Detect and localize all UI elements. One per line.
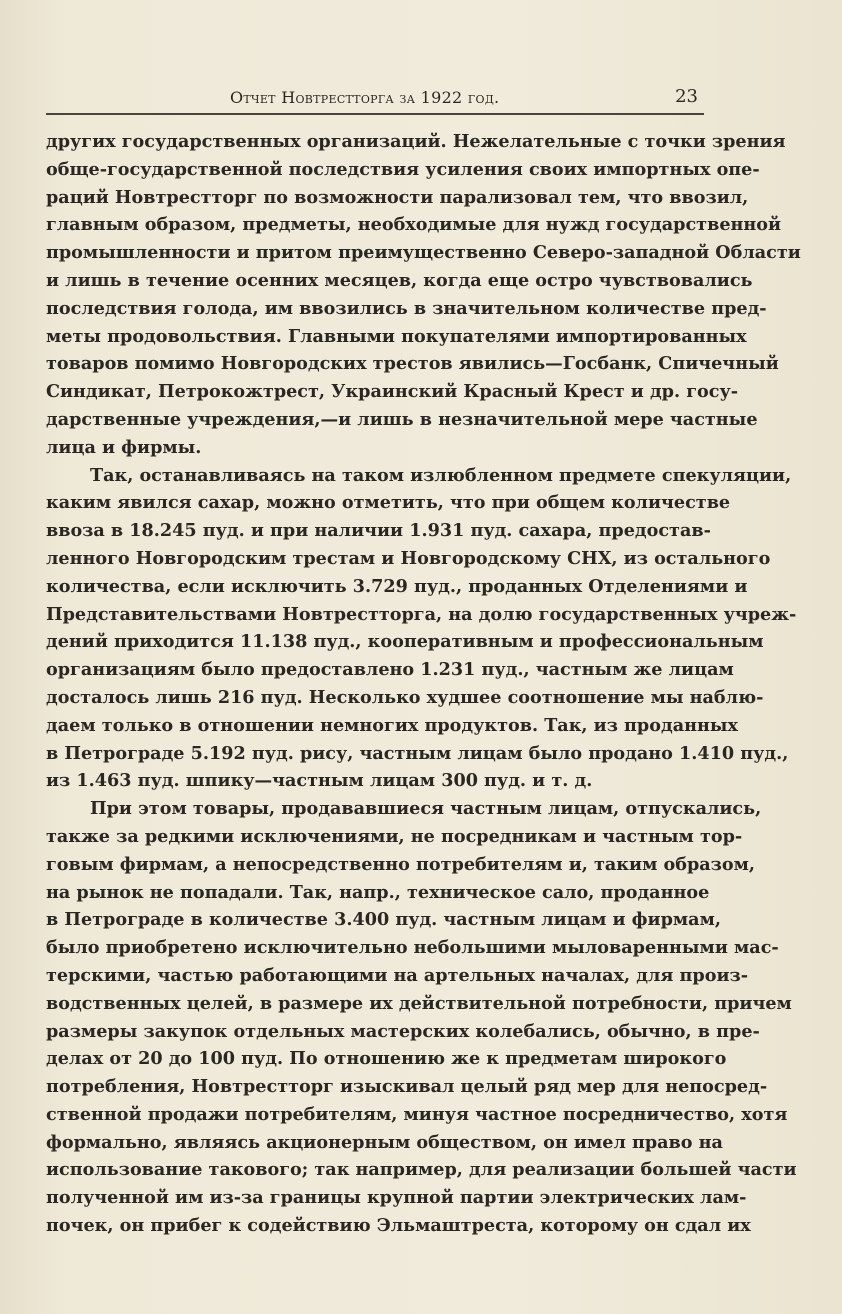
text-line: меты продовольствия. Главными покупателями импортированных xyxy=(46,325,747,347)
body-text xyxy=(46,128,801,1240)
text-line: в Петрограде 5.192 пуд. рису, частным лицам было продано 1.410 пуд., xyxy=(46,742,789,764)
text-line: потребления, Новтрестторг изыскивал целый ряд мер для непосред- xyxy=(46,1076,768,1098)
text-line: ственной продажи потребителям, минуя частное посредничество, хотя xyxy=(46,1103,788,1125)
text-line: главным образом, предметы, необходимые для нужд государственной xyxy=(46,214,782,236)
text-line: терскими, частью работающими на артельных началах, для произ- xyxy=(46,964,749,986)
text-line: каким явился сахар, можно отметить, что при общем количестве xyxy=(46,492,731,514)
text-line: последствия голода, им ввозились в значительном количестве пред- xyxy=(46,297,767,319)
text-line: было приобретено исключительно небольшими мыловаренными мас- xyxy=(46,937,779,959)
running-title: Отчет Новтрестторга за 1922 год. xyxy=(230,88,500,107)
text-line: формально, являясь акционерным обществом, он имел право на xyxy=(46,1131,723,1153)
text-line: из 1.463 пуд. шпику—частным лицам 300 пуд. и т. д. xyxy=(46,770,593,792)
text-line: на рынок не попадали. Так, напр., техническое сало, проданное xyxy=(46,881,710,903)
text-line: организациям было предоставлено 1.231 пуд., частным же лицам xyxy=(46,659,734,681)
page-number: 23 xyxy=(675,86,698,107)
text-line: При этом товары, продававшиеся частным лицам, отпускались, xyxy=(90,798,762,820)
text-line: дений приходится 11.138 пуд., кооперативным и профессиональным xyxy=(46,631,764,653)
text-line: Так, останавливаясь на таком излюбленном предмете спекуляции, xyxy=(90,464,792,486)
text-line: использование такового; так например, для реализации большей части xyxy=(46,1159,797,1181)
text-line: делах от 20 до 100 пуд. По отношению же к предметам широкого xyxy=(46,1048,727,1070)
text-line: Синдикат, Петрокожтрест, Украинский Красный Крест и др. госу- xyxy=(46,381,739,403)
text-line: даем только в отношении немногих продуктов. Так, из проданных xyxy=(46,714,738,736)
text-line: размеры закупок отдельных мастерских колебались, обычно, в пре- xyxy=(46,1020,760,1042)
text-line: дарственные учреждения,—и лишь в незначительной мере частные xyxy=(46,408,758,430)
text-line: водственных целей, в размере их действительной потребности, причем xyxy=(46,992,792,1014)
text-line: количества, если исключить 3.729 пуд., проданных Отделениями и xyxy=(46,575,748,597)
text-line: почек, он прибег к содействию Эльмаштреста, которому он сдал их xyxy=(46,1215,751,1237)
text-line: и лишь в течение осенних месяцев, когда еще остро чувствовались xyxy=(46,269,753,291)
text-line: досталось лишь 216 пуд. Несколько худшее соотношение мы наблю- xyxy=(46,686,764,708)
text-line: товаров помимо Новгородских трестов явились—Госбанк, Спичечный xyxy=(46,353,779,375)
text-line: полученной им из-за границы крупной партии электрических лам- xyxy=(46,1187,747,1209)
text-line: ввоза в 18.245 пуд. и при наличии 1.931 пуд. сахара, предостав- xyxy=(46,520,711,542)
text-line: промышленности и притом преимущественно Северо-западной Области xyxy=(46,242,801,264)
text-line: в Петрограде в количестве 3.400 пуд. частным лицам и фирмам, xyxy=(46,909,721,931)
text-line: ленного Новгородским трестам и Новгородскому СНХ, из остального xyxy=(46,547,771,569)
header-rule xyxy=(46,113,704,115)
text-line: раций Новтрестторг по возможности парализовал тем, что ввозил, xyxy=(46,186,749,208)
text-line: обще-государственной последствия усиления своих импортных опе- xyxy=(46,158,760,180)
text-line: других государственных организаций. Нежелательные с точки зрения xyxy=(46,131,786,152)
text-line: лица и фирмы. xyxy=(46,436,202,458)
text-line: говым фирмам, а непосредственно потребителям и, таким образом, xyxy=(46,853,756,875)
text-line: также за редкими исключениями, не посредникам и частным тор- xyxy=(46,825,743,847)
text-line: Представительствами Новтрестторга, на долю государственных учреж- xyxy=(46,603,797,625)
page-header xyxy=(46,86,704,112)
